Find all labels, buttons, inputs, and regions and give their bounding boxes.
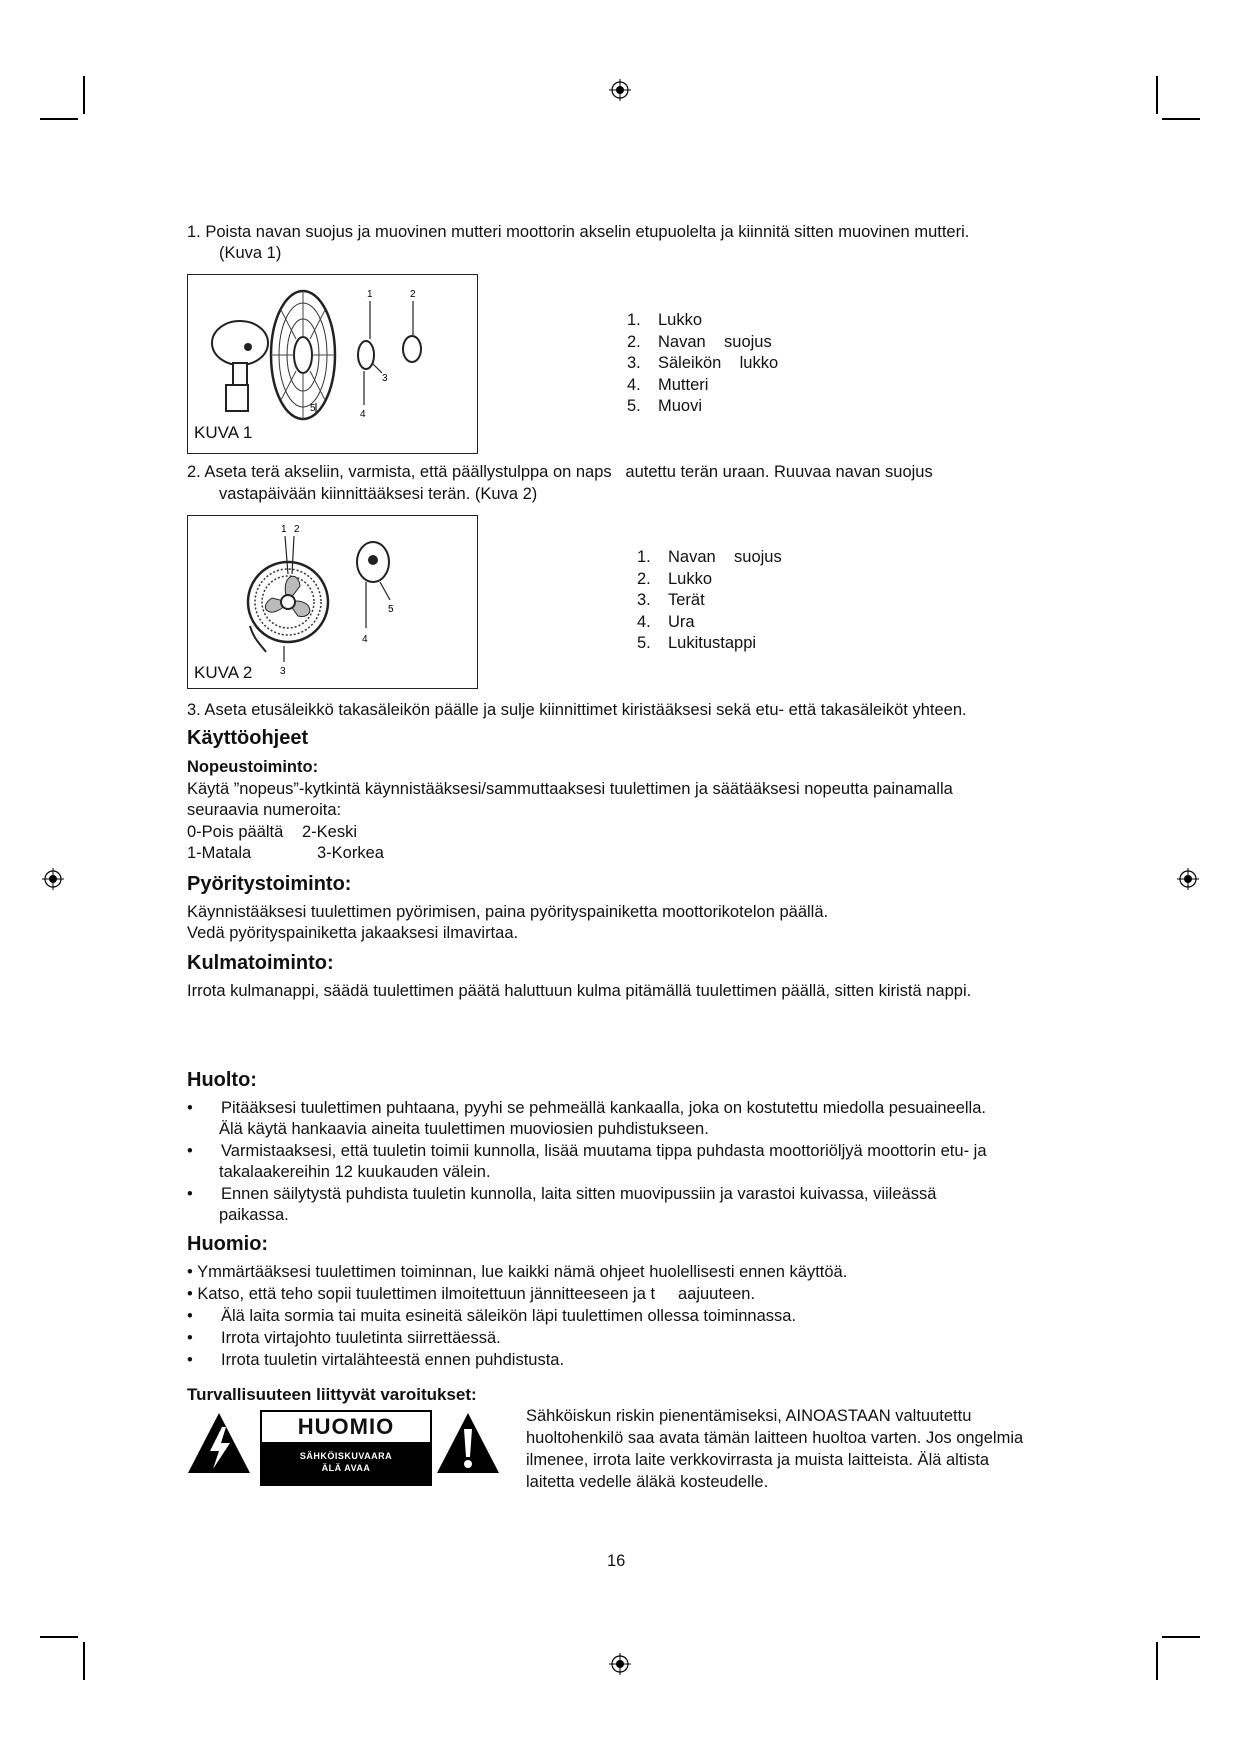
callout-5: 5 <box>310 403 316 414</box>
notice-item: • Irrota virtajohto tuuletinta siirrettäessä. <box>187 1329 501 1347</box>
callout-2: 2 <box>410 289 416 300</box>
legend-item: 3. Terät <box>637 591 705 609</box>
crop-mark <box>40 118 78 120</box>
legend-item: 1. Lukko <box>627 311 703 329</box>
rotation-text: Käynnistääksesi tuulettimen pyörimisen, paina pyörityspainiketta moottorikotelon päällä. <box>187 903 829 921</box>
figure-2-label: KUVA 2 <box>194 663 253 682</box>
crop-mark <box>83 1642 85 1680</box>
callout-2: 2 <box>294 524 300 535</box>
maintenance-item: • Varmistaaksesi, että tuuletin toimii kunnolla, lisää muutama tippa puhdasta moottoriöljyä moottorin etu- ja <box>187 1142 987 1160</box>
step1-text: 1. Poista navan suojus ja muovinen mutteri moottorin akselin etupuolelta ja kiinnitä sitten muovinen mutteri. <box>187 223 970 241</box>
speed-option-2: 2-Keski <box>302 823 358 841</box>
legend-item: 2. Navan suojus <box>627 332 772 351</box>
maintenance-item: • Pitääksesi tuulettimen puhtaana, pyyhi se pehmeällä kankaalla, joka on kostutettu miedolla pesuaineella. <box>187 1099 986 1117</box>
callout-1: 1 <box>367 289 373 300</box>
warning-badge-sub1: SÄHKÖISKUVAARA <box>299 1451 393 1461</box>
maintenance-item-cont: paikassa. <box>219 1206 289 1224</box>
crop-mark <box>40 1636 78 1638</box>
crop-mark <box>1162 118 1200 120</box>
exclamation-warning-icon <box>435 1411 501 1475</box>
safety-text: huoltohenkilö saa avata tämän laitteen huoltoa varten. Jos ongelmia <box>526 1429 1024 1447</box>
warning-badge-sub2: ÄLÄ AVAA <box>321 1463 371 1473</box>
maintenance-item-cont: Älä käytä hankaavia aineita tuulettimen muoviosien puhdistukseen. <box>219 1120 709 1138</box>
rotation-heading: Pyöritystoiminto: <box>187 873 352 895</box>
callout-4: 4 <box>360 409 366 420</box>
callout-3: 3 <box>382 373 388 384</box>
crop-mark <box>1156 1642 1158 1680</box>
registration-mark-icon <box>1177 868 1199 890</box>
legend-item: 4. Mutteri <box>627 375 709 394</box>
registration-mark-icon <box>42 868 64 890</box>
crop-mark <box>1162 1636 1200 1638</box>
maintenance-heading: Huolto: <box>187 1069 257 1091</box>
usage-heading: Käyttöohjeet <box>187 727 309 749</box>
page-number: 16 <box>607 1552 626 1570</box>
safety-text: laitetta vedelle äläkä kosteudelle. <box>526 1473 769 1491</box>
notice-item: • Älä laita sormia tai muita esineitä säleikön läpi tuulettimen ollessa toiminnassa. <box>187 1307 797 1325</box>
callout-5: 5 <box>388 604 394 615</box>
notice-item: • Irrota tuuletin virtalähteestä ennen puhdistusta. <box>187 1351 565 1369</box>
speed-text: Käytä ”nopeus”-kytkintä käynnistääksesi/sammuttaaksesi tuulettimen ja säätääksesi nopeutta painamalla <box>187 780 953 798</box>
legend-item: 3. Säleikön lukko <box>627 354 779 372</box>
figure-1 <box>187 274 478 454</box>
legend-item: 2. Lukko <box>637 569 713 588</box>
speed-heading: Nopeustoiminto: <box>187 758 319 776</box>
lightning-warning-icon <box>186 1411 252 1475</box>
maintenance-item: • Ennen säilytystä puhdista tuuletin kunnolla, laita sitten muovipussiin ja varastoi kuivassa, viileässä <box>187 1185 937 1203</box>
warning-badge <box>260 1410 432 1486</box>
warning-badge-title: HUOMIO <box>262 1412 430 1442</box>
step2-text: 2. Aseta terä akseliin, varmista, että päällystulppa on naps autettu terän uraan. Ruuvaa navan suojus <box>187 463 933 481</box>
figure-2-legend <box>637 547 782 655</box>
angle-heading: Kulmatoiminto: <box>187 952 334 974</box>
step2-text-cont: vastapäivään kiinnittääksesi terän. (Kuva 2) <box>219 485 538 503</box>
crop-mark <box>1156 76 1158 114</box>
safety-text: ilmenee, irrota laite verkkovirrasta ja muista laitteista. Älä altista <box>526 1451 990 1469</box>
legend-item: 1. Navan suojus <box>637 548 782 566</box>
speed-option-0: 0-Pois päältä <box>187 823 284 841</box>
rotation-text-cont: Vedä pyörityspainiketta jakaaksesi ilmavirtaa. <box>187 924 519 942</box>
angle-text: Irrota kulmanappi, säädä tuulettimen päätä haluttuun kulma pitämällä tuulettimen päällä, sitten kiristä nappi. <box>187 982 972 1000</box>
figure-1-label: KUVA 1 <box>194 423 253 442</box>
safety-heading: Turvallisuuteen liittyvät varoitukset: <box>187 1385 477 1404</box>
callout-4: 4 <box>362 634 368 645</box>
crop-mark <box>83 76 85 114</box>
figure-2 <box>187 515 478 689</box>
notice-item: • Katso, että teho sopii tuulettimen ilmoitettuun jännitteeseen ja t aajuuteen. <box>187 1285 756 1303</box>
callout-1: 1 <box>281 524 287 535</box>
step1-ref: (Kuva 1) <box>219 244 282 262</box>
figure-1-legend <box>627 310 778 418</box>
speed-option-1: 1-Matala <box>187 844 252 862</box>
safety-text: Sähköiskun riskin pienentämiseksi, AINOASTAAN valtuutettu <box>526 1407 972 1425</box>
speed-text-cont: seuraavia numeroita: <box>187 801 342 819</box>
registration-mark-icon <box>609 1653 631 1675</box>
notice-item: • Ymmärtääksesi tuulettimen toiminnan, lue kaikki nämä ohjeet huolellisesti ennen käyttöä. <box>187 1263 848 1281</box>
maintenance-item-cont: takalaakereihin 12 kuukauden välein. <box>219 1163 491 1181</box>
callout-3: 3 <box>280 666 286 677</box>
notice-heading: Huomio: <box>187 1233 269 1255</box>
speed-option-3: 3-Korkea <box>317 844 384 862</box>
legend-item: 5. Muovi <box>627 397 703 415</box>
legend-item: 5. Lukitustappi <box>637 634 757 652</box>
legend-item: 4. Ura <box>637 612 695 631</box>
registration-mark-icon <box>609 79 631 101</box>
step3-text: 3. Aseta etusäleikkö takasäleikön päälle ja sulje kiinnittimet kiristääksesi sekä etu- että takasäleiköt yhteen. <box>187 701 967 719</box>
